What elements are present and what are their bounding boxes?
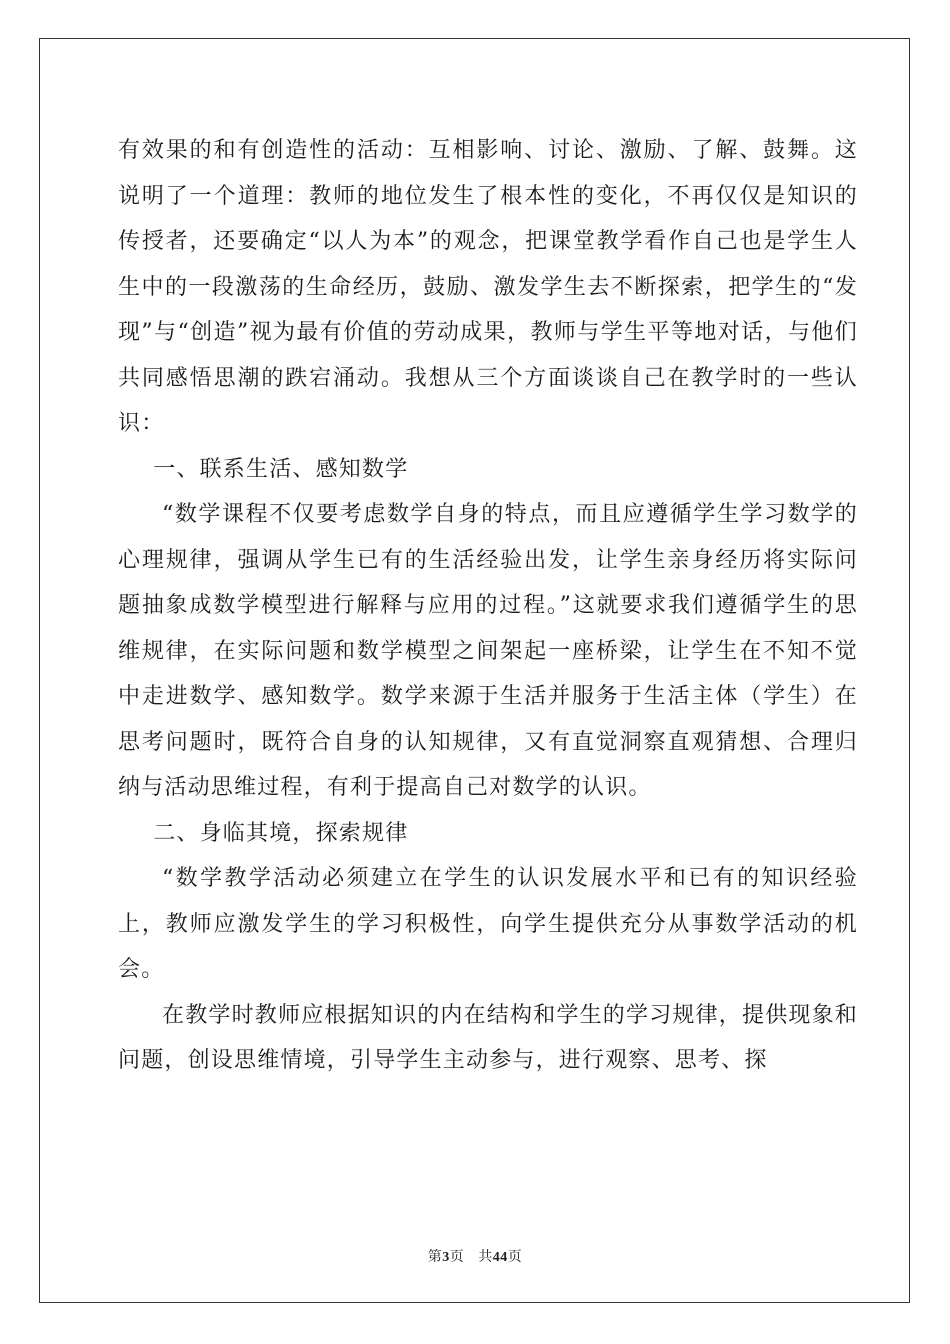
page-total: 44 [492,1250,508,1265]
page-suffix: 页 [449,1250,465,1265]
paragraph-section-1: “数学课程不仅要考虑数学自身的特点，而且应遵循学生学习数学的心理规律，强调从学生已有的生活经验出发，让学生亲身经历将实际问题抽象成数学模型进行解释与应用的过程。”这就要求我们遵循学生的思维规律，在实际问题和数学模型之间架起一座桥梁，让学生在不知不觉中走进数学、感知数学。数学来源于生活并服务于生活主体（学生）在思考问题时，既符合自身的认知规律，又有直觉洞察直观猜想、合理归纳与活动思维过程，有利于提高自己对数学的认识。 [118,502,858,800]
page-footer [0,1246,950,1266]
page-prefix: 第 [427,1250,443,1265]
paragraph-section-2-quote: “数学教学活动必须建立在学生的认识发展水平和已有的知识经验上，教师应激发学生的学习积极性，向学生提供充分从事数学活动的机会。 [118,866,858,982]
paragraph-section-2-body: 在教学时教师应根据知识的内在结构和学生的学习规律，提供现象和问题，创设思维情境，引导学生主动参与，进行观察、思考、探 [118,1002,859,1073]
total-prefix: 共 [478,1250,493,1265]
document-body [118,128,858,1084]
section-heading-2: 二、身临其境，探索规律 [153,820,409,846]
total-suffix: 页 [507,1250,523,1265]
page-number: 3 [442,1250,450,1265]
paragraph-intro: 有效果的和有创造性的活动：互相影响、讨论、激励、了解、鼓舞。这说明了一个道理：教师的地位发生了根本性的变化，不再仅仅是知识的传授者，还要确定“以人为本”的观念，把课堂教学看作自己也是学生人生中的一段激荡的生命经历，鼓励、激发学生去不断探索，把学生的“发现”与“创造”视为最有价值的劳动成果，教师与学生平等地对话，与他们共同感悟思潮的跌宕涌动。我想从三个方面谈谈自己在教学时的一些认识： [118,138,858,436]
section-heading-1: 一、联系生活、感知数学 [153,456,409,482]
